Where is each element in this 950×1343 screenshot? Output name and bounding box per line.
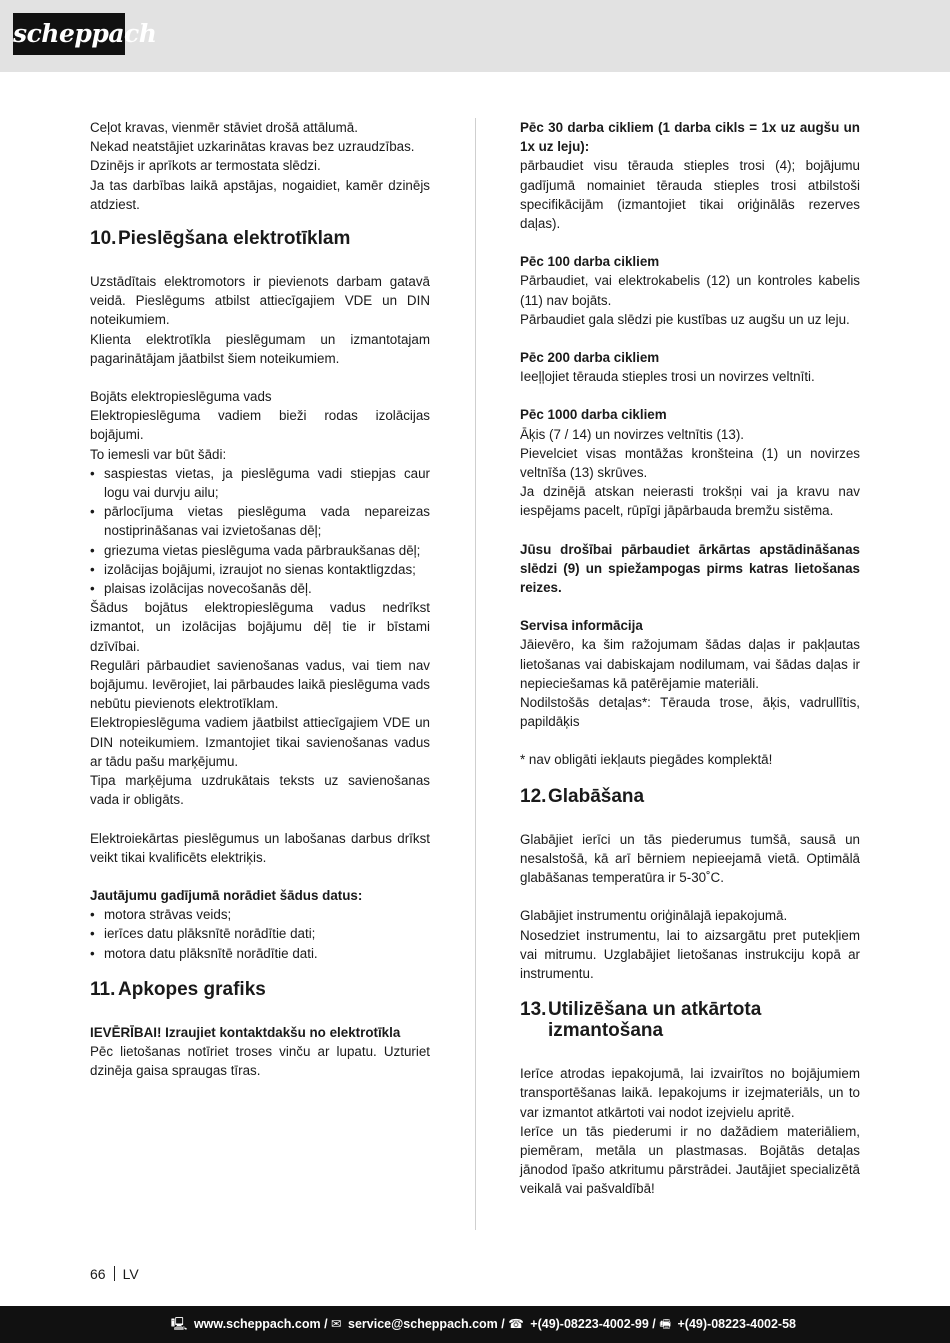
list-item: • motora datu plāksnītē norādītie dati. (90, 944, 430, 963)
page-number (90, 1265, 139, 1283)
paragraph: Elektropieslēguma vadiem bieži rodas izolācijas bojājumi. (90, 408, 430, 443)
paragraph: Pievelciet visas montāžas kronšteina (1) un novirzes veltnīša (13) skrūves. (520, 445, 860, 481)
paragraph: Āķis (7 / 14) un novirzes veltnītis (13). (520, 426, 745, 442)
section-title: Pieslēgšana elektrotīklam (118, 228, 351, 250)
maintenance-heading: Pēc 30 darba cikliem (1 darba cikls = 1x uz augšu un 1x uz leju): (520, 120, 860, 155)
maintenance-heading: Pēc 100 darba cikliem (520, 254, 660, 270)
section-number: 10. (90, 228, 117, 250)
list-item: • plaisas izolācijas novecošanās dēļ. (90, 579, 430, 598)
section-title-line: izmantošana (548, 1020, 664, 1042)
page-number-value: 66 (90, 1266, 106, 1282)
paragraph: Nosedziet instrumentu, lai to aizsargātu pret putekļiem vai mitrumu. Uzglabājiet lietošanas instrukciju kopā ar instrumentu. (520, 927, 860, 981)
paragraph: Bojāts elektropieslēguma vads (90, 389, 272, 405)
footnote: * nav obligāti iekļauts piegādes komplektā! (520, 752, 773, 768)
paragraph: Ierīce atrodas iepakojumā, lai izvairītos no bojājumiem transportēšanas laikā. Iepakojums ir izejmateriāls, un to var izmantot atkārtoti vai nodot izejvielu apritē. (520, 1066, 860, 1120)
paragraph: Klienta elektrotīkla pieslēgumam un izmantotajam pagarinātājam jāatbilst šiem noteikumiem. (90, 331, 430, 366)
section-heading-12 (520, 786, 860, 807)
paragraph: Ierīce un tās piederumi ir no dažādiem materiāliem, piemēram, metāla un plastmasas. Bojātās detaļas jānodod īpašo atkritumu pārstrādei. Jautājiet specializētā veikalā vai pašvaldībā! (520, 1123, 860, 1197)
paragraph: Ieeļļojiet tērauda stieples trosi un novirzes veltnīti. (520, 369, 815, 385)
list-item: • griezuma vietas pieslēguma vada pārbraukšanas dēļ; (90, 541, 430, 560)
footer-website[interactable]: www.scheppach.com / (193, 1317, 328, 1331)
section-heading-11 (90, 979, 430, 1000)
warning-text: IEVĒRĪBAI! Izraujiet kontaktdakšu no elektrotīkla (90, 1024, 401, 1040)
paragraph: Pārbaudiet gala slēdzi pie kustības uz augšu un uz leju. (520, 311, 850, 327)
section-title: Glabāšana (548, 785, 645, 807)
damage-causes-list (90, 464, 430, 598)
section-title-line: Utilizēšana un atkārtota (548, 999, 762, 1021)
computer-icon: 🖳 (170, 1317, 188, 1331)
safety-note: Jūsu drošībai pārbaudiet ārkārtas apstādināšanas slēdzi (9) un spiežampogas pirms katras lietošanas reizes. (520, 541, 860, 596)
section-title (548, 999, 761, 1041)
page-footer (0, 1306, 950, 1343)
paragraph: Elektroiekārtas pieslēgumus un labošanas darbus drīkst veikt tikai kvalificēts elektriķis. (90, 830, 430, 865)
page-language: LV (122, 1266, 139, 1282)
intro-line: Ceļot kravas, vienmēr stāviet drošā attālumā. (90, 120, 358, 135)
paragraph: Ja dzinējā atskan neierasti trokšņi vai ja kravu nav iespējams pacelt, rūpīgi jāpārbauda bremžu sistēma. (520, 484, 860, 519)
service-heading: Servisa informācija (520, 618, 643, 634)
right-column (520, 118, 860, 1199)
data-list (90, 905, 430, 963)
intro-line: Dzinējs ir aprīkots ar termostata slēdzi. (90, 158, 321, 174)
section-number: 12. (520, 785, 547, 807)
footer-phone[interactable]: +(49)-08223-4002-99 / (530, 1317, 656, 1331)
paragraph: Šādus bojātus elektropieslēguma vadus nedrīkst izmantot, un izolācijas bojājumu dēļ tie ir bīstami dzīvībai. (90, 600, 430, 654)
data-heading: Jautājumu gadījumā norādiet šādus datus: (90, 887, 363, 903)
fax-icon: 🖷 (659, 1317, 672, 1331)
phone-icon: ☎ (508, 1317, 524, 1331)
page-header (0, 0, 950, 72)
section-number: 13. (520, 999, 547, 1021)
maintenance-heading: Pēc 1000 darba cikliem (520, 407, 667, 423)
list-item: • pārlocījuma vietas pieslēguma vada nepareizas nostiprināšanas vai izvietošanas dēļ; (90, 502, 430, 540)
list-item: • saspiestas vietas, ja pieslēguma vadi stiepjas caur logu vai durvju ailu; (90, 464, 430, 502)
paragraph: Glabājiet instrumentu oriģinālajā iepakojumā. (520, 908, 788, 924)
footer-fax[interactable]: +(49)-08223-4002-58 (677, 1317, 796, 1331)
footer-email[interactable]: service@scheppach.com / (348, 1317, 505, 1331)
maintenance-heading: Pēc 200 darba cikliem (520, 350, 660, 366)
section-number: 11. (90, 978, 116, 1000)
section-heading-13 (520, 999, 860, 1041)
left-column (90, 118, 430, 1080)
paragraph: Jāievēro, ka šim ražojumam šādas daļas ir pakļautas lietošanas vai dabiskajam nodilumam, vai šādas daļas ir nepieciešamas kā patērējamie materiāli. (520, 637, 860, 691)
paragraph: Tipa marķējuma uzdrukātais teksts uz savienošanas vada ir obligāts. (90, 773, 430, 808)
paragraph: Uzstādītais elektromotors ir pievienots darbam gatavā veidā. Pieslēgums atbilst attiecīgajiem VDE un DIN noteikumiem. (90, 274, 430, 328)
intro-line: Nekad neatstājiet uzkarinātas kravas bez uzraudzības. (90, 139, 415, 155)
paragraph: Elektropieslēguma vadiem jāatbilst attiecīgajiem VDE un DIN noteikumiem. Izmantojiet tikai savienošanas vadus ar tādu pašu marķējumu. (90, 715, 430, 769)
paragraph: Glabājiet ierīci un tās piederumus tumšā, sausā un nesalstošā, kā arī bērniem nepieejamā vietā. Optimālā glabāšanas temperatūra ir 5-30˚C. (520, 831, 860, 886)
section-title: Apkopes grafiks (118, 978, 266, 1000)
paragraph: pārbaudiet visu tērauda stieples trosi (4); bojājumu gadījumā nomainiet tērauda stieples trosi atbilstoši specifikācijām (izmantojiet tikai oriģinālās rezerves daļas). (520, 158, 860, 232)
list-item: • motora strāvas veids; (90, 905, 430, 924)
paragraph: Pārbaudiet, vai elektrokabelis (12) un kontroles kabelis (11) nav bojāts. (520, 273, 860, 308)
column-divider (475, 118, 476, 1230)
list-item: • ierīces datu plāksnītē norādītie dati; (90, 924, 430, 943)
scheppach-logo: scheppach (13, 13, 125, 55)
section-heading-10 (90, 228, 430, 249)
email-icon: ✉ (331, 1317, 342, 1331)
intro-line: Ja tas darbības laikā apstājas, nogaidiet, kamēr dzinējs atdziest. (90, 177, 430, 212)
paragraph: Nodilstošās detaļas*: Tērauda trose, āķis, vadrullītis, papildāķis (520, 695, 860, 730)
paragraph: Pēc lietošanas notīriet troses vinču ar lupatu. Uzturiet dzinēja gaisa spraugas tīras. (90, 1043, 430, 1079)
paragraph: Regulāri pārbaudiet savienošanas vadus, vai tiem nav bojājumu. Ievērojiet, lai pārbaudes laikā pieslēguma vads nebūtu pievienots elektrotīklam. (90, 657, 430, 712)
paragraph: To iemesli var būt šādi: (90, 446, 227, 462)
list-item: • izolācijas bojājumi, izraujot no sienas kontaktligzdas; (90, 560, 430, 579)
